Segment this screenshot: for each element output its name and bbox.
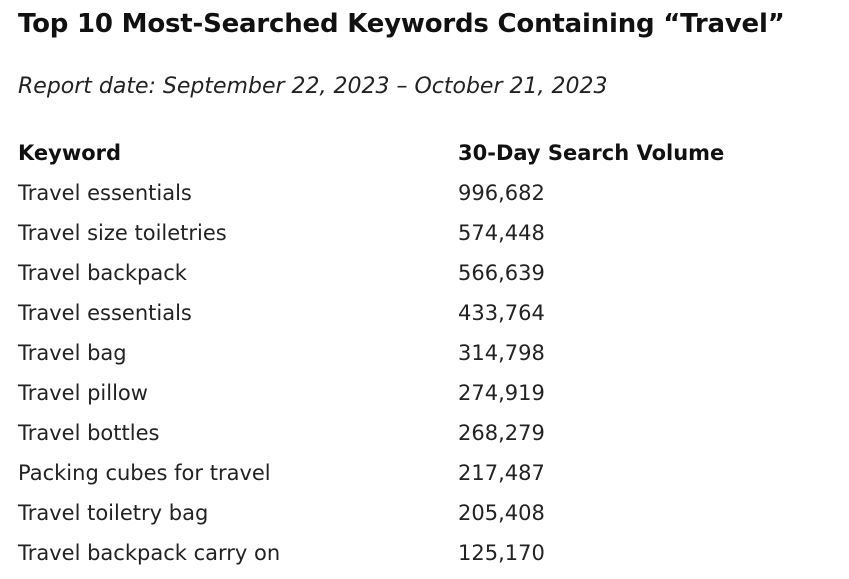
table-row <box>18 453 838 493</box>
table-row <box>18 373 838 413</box>
volume-cell: 566,639 <box>458 261 545 285</box>
column-header-search-volume: 30-Day Search Volume <box>458 141 725 165</box>
volume-cell: 574,448 <box>458 221 545 245</box>
keyword-cell: Packing cubes for travel <box>18 461 271 485</box>
volume-cell: 268,279 <box>458 421 545 445</box>
column-header-keyword: Keyword <box>18 141 122 165</box>
keyword-cell: Travel toiletry bag <box>18 501 209 525</box>
volume-cell: 996,682 <box>458 181 545 205</box>
keyword-table <box>18 133 838 573</box>
volume-cell: 274,919 <box>458 381 545 405</box>
keyword-cell: Travel essentials <box>18 301 192 325</box>
table-row <box>18 413 838 453</box>
keyword-cell: Travel essentials <box>18 181 192 205</box>
table-row <box>18 173 838 213</box>
keyword-cell: Travel size toiletries <box>18 221 227 245</box>
table-header-row <box>18 133 838 173</box>
table-row <box>18 293 838 333</box>
volume-cell: 125,170 <box>458 541 545 565</box>
volume-cell: 205,408 <box>458 501 545 525</box>
volume-cell: 217,487 <box>458 461 545 485</box>
keyword-cell: Travel bottles <box>18 421 160 445</box>
volume-cell: 433,764 <box>458 301 545 325</box>
volume-cell: 314,798 <box>458 341 545 365</box>
report-date: Report date: September 22, 2023 – October 21, 2023 <box>18 74 608 99</box>
table-row <box>18 253 838 293</box>
table-row <box>18 533 838 573</box>
keyword-cell: Travel pillow <box>18 381 148 405</box>
keyword-cell: Travel bag <box>18 341 127 365</box>
table-row <box>18 333 838 373</box>
table-row <box>18 493 838 533</box>
keyword-cell: Travel backpack carry on <box>18 541 281 565</box>
table-row <box>18 213 838 253</box>
page-title: Top 10 Most-Searched Keywords Containing “Travel” <box>18 9 785 39</box>
keyword-cell: Travel backpack <box>18 261 187 285</box>
